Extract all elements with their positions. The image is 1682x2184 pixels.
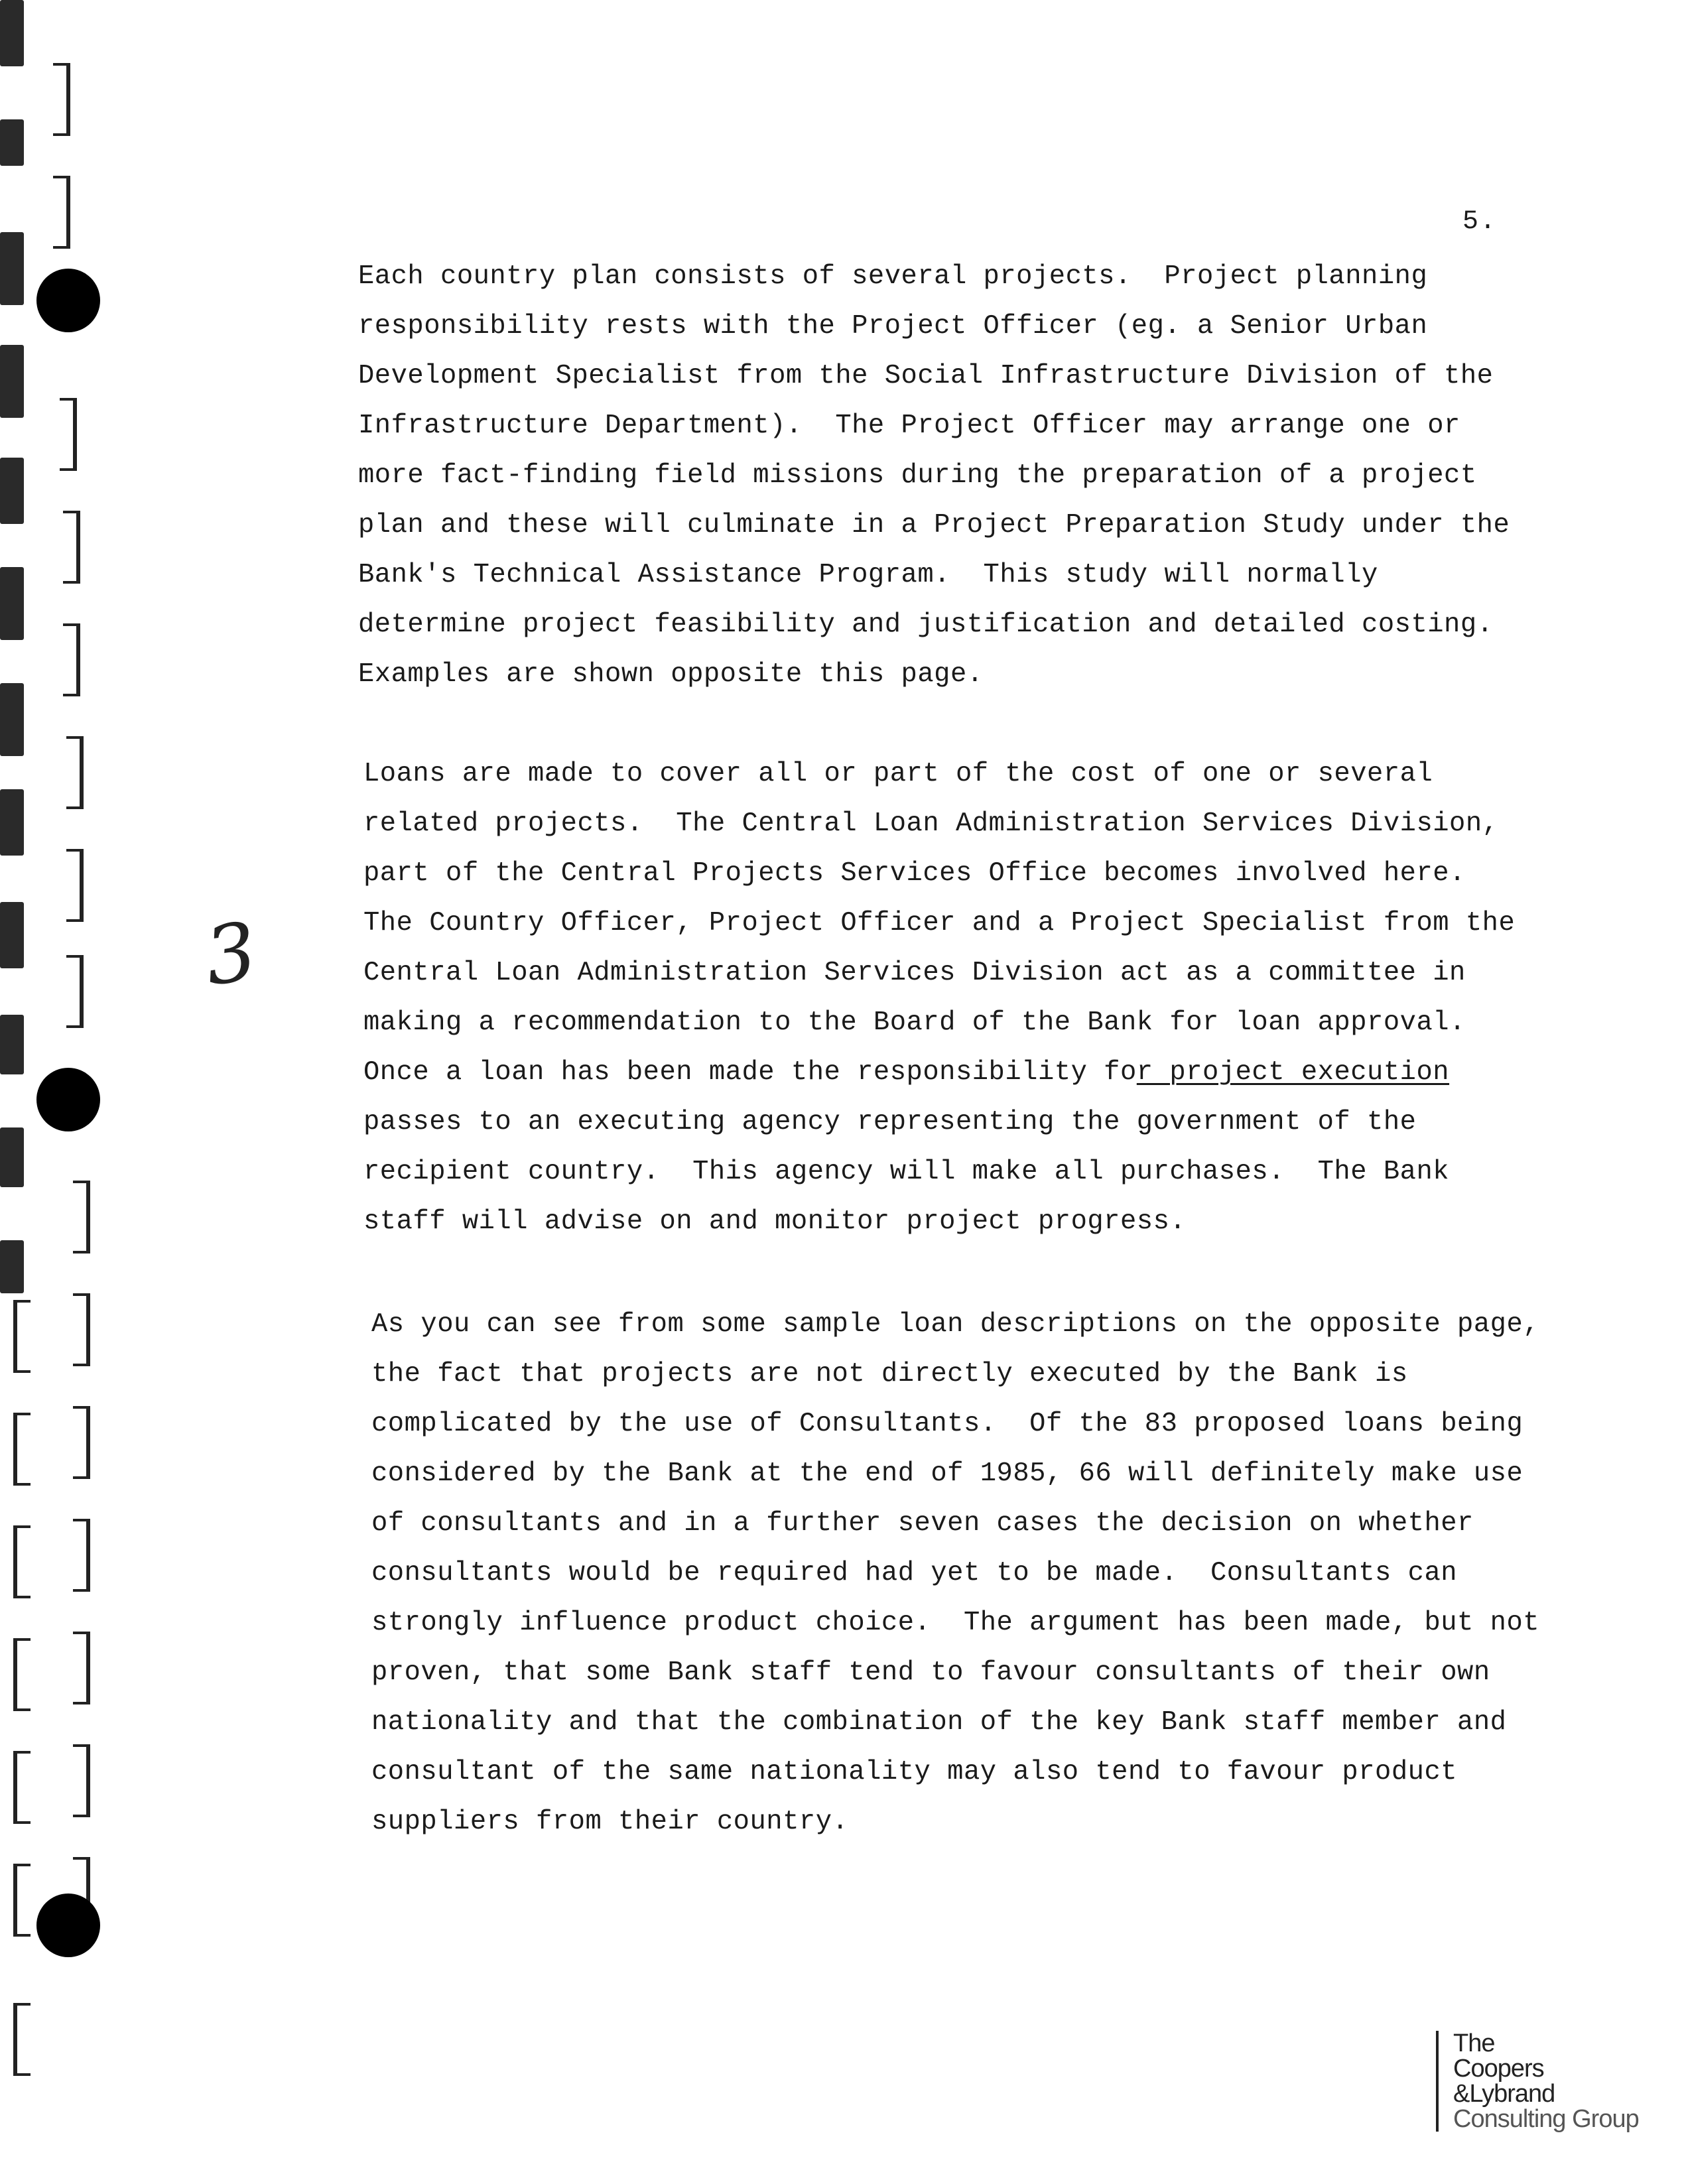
binding-bracket [13,2003,31,2076]
text-line: considered by the Bank at the end of 1985, 66 will definitely make use [371,1458,1523,1489]
logo-line: Coopers [1453,2055,1544,2083]
binding-bracket [73,1632,90,1704]
text-line: the fact that projects are not directly executed by the Bank is [371,1359,1408,1389]
binding-bracket [66,736,84,809]
text-line: Infrastructure Department). The Project Officer may arrange one or [358,411,1460,441]
scan-strip [0,345,24,418]
scan-strip [0,0,24,66]
scan-strip [0,232,24,305]
text-line: responsibility rests with the Project Officer (eg. a Senior Urban [358,311,1428,342]
binding-bracket [63,623,80,696]
text-line: Examples are shown opposite this page. [358,659,984,690]
text-line: consultant of the same nationality may also tend to favour product [371,1757,1458,1787]
text-line: part of the Central Projects Services Office becomes involved here. [363,858,1466,889]
punch-hole [36,1068,100,1131]
binding-bracket [73,1181,90,1253]
binding-bracket [73,1744,90,1817]
text-line: Bank's Technical Assistance Program. This study will normally [358,560,1378,590]
text-line: nationality and that the combination of the key Bank staff member and [371,1707,1507,1738]
scan-strip [0,902,24,968]
text-line: proven, that some Bank staff tend to favour consultants of their own [371,1657,1490,1688]
binding-bracket [53,63,70,136]
text-line: Development Specialist from the Social Infrastructure Division of the [358,361,1494,391]
handwritten-margin-mark: 3 [199,905,263,1004]
binding-bracket [13,1864,31,1937]
paragraph-2 [363,749,1557,1247]
text-line: Central Loan Administration Services Division act as a committee in [363,958,1466,988]
text-line: determine project feasibility and justification and detailed costing. [358,610,1494,640]
logo-line: The [1453,2029,1495,2057]
binding-bracket [63,511,80,584]
scan-strip [0,683,24,756]
binding-bracket [66,849,84,922]
underlined-phrase: r project execution [1136,1057,1450,1088]
binding-bracket [73,1406,90,1479]
binding-bracket [53,176,70,249]
text-line: of consultants and in a further seven cases the decision on whether [371,1508,1474,1539]
text-line: strongly influence product choice. The argument has been made, but not [371,1608,1540,1638]
coopers-lybrand-logo [1436,2031,1639,2132]
scan-strip [0,567,24,640]
scan-strip [0,1127,24,1187]
binding-bracket [13,1525,31,1598]
scan-strip [0,119,24,166]
text-line: suppliers from their country. [371,1807,849,1837]
binding-bracket [60,398,77,471]
text-line: plan and these will culminate in a Project Preparation Study under the [358,510,1510,541]
text-line: The Country Officer, Project Officer and a Project Specialist from the [363,908,1516,938]
text-line [363,1048,1557,1098]
text-line: more fact-finding field missions during the preparation of a project [358,460,1477,491]
binding-bracket [13,1413,31,1486]
text-line: passes to an executing agency representing the government of the [363,1107,1417,1137]
binding-bracket [13,1751,31,1824]
logo-line: &Lybrand [1453,2080,1555,2108]
text-line: Each country plan consists of several projects. Project planning [358,261,1428,292]
text-line: recipient country. This agency will make all purchases. The Bank [363,1157,1450,1187]
paragraph-1 [358,252,1552,700]
text-line: related projects. The Central Loan Administration Services Division, [363,808,1499,839]
text-line: staff will advise on and monitor project progress. [363,1206,1187,1237]
text-line: consultants would be required had yet to be made. Consultants can [371,1558,1458,1588]
text-segment: Once a loan has been made the responsibility fo [363,1057,1137,1088]
binding-bracket [13,1638,31,1711]
page-number: 5. [1462,207,1498,237]
binding-bracket [13,1300,31,1373]
scan-strip [0,1015,24,1074]
binding-bracket [73,1293,90,1366]
scan-strip [0,789,24,856]
text-line: complicated by the use of Consultants. Of the 83 proposed loans being [371,1409,1523,1439]
punch-hole [36,269,100,332]
text-line: Loans are made to cover all or part of the cost of one or several [363,759,1433,789]
scan-strip [0,1240,24,1293]
binding-bracket [73,1519,90,1592]
scan-strip [0,458,24,524]
binding-bracket [66,955,84,1028]
paragraph-3 [371,1300,1565,1847]
logo-line: Consulting Group [1453,2105,1639,2133]
text-line: making a recommendation to the Board of the Bank for loan approval. [363,1007,1466,1038]
text-line: As you can see from some sample loan descriptions on the opposite page, [371,1309,1540,1340]
punch-hole [36,1894,100,1957]
